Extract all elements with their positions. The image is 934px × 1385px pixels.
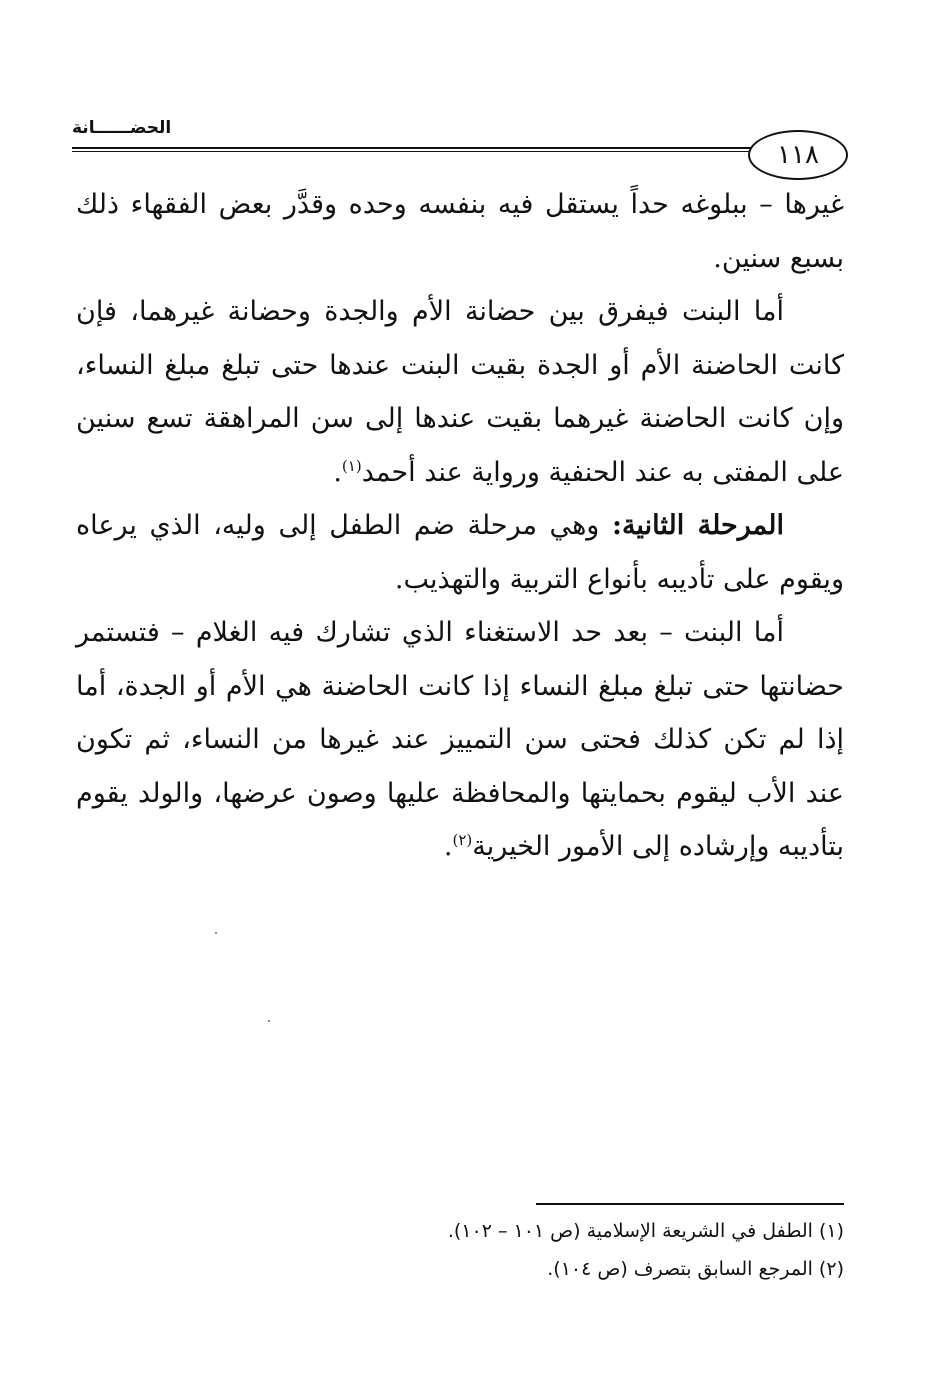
footnotes <box>76 1212 844 1288</box>
scan-speck <box>268 1020 270 1022</box>
paragraph-1-text: غيرها – ببلوغه حداً يستقل فيه بنفسه وحده وقدَّر بعض الفقهاء ذلك بسبع سنين. <box>76 189 844 274</box>
running-title: الحضــــــانة <box>72 118 172 138</box>
header-rule <box>72 147 752 152</box>
paragraph-4-text: أما البنت – بعد حد الاستغناء الذي تشارك فيه الغلام – فتستمر حضانتها حتى تبلغ مبلغ النساء إذا كانت الحاضنة هي الأم أو الجدة، أما إذا لم تكن كذلك فحتى سن التمييز عند غيرها من النساء، ثم تكون عند الأب ليقوم بحمايتها والمحافظة عليها وصون عرضها، والولد يقوم بتأديبه وإرشاده إلى الأمور الخيرية <box>76 617 844 862</box>
paragraph-2-text: أما البنت فيفرق بين حضانة الأم والجدة وحضانة غيرهما، فإن كانت الحاضنة الأم أو الجدة بقيت البنت عندها حتى تبلغ مبلغ النساء، وإن كانت الحاضنة غيرهما بقيت عندها إلى سن المراهقة تسع سنين على المفتى به عند الحنفية ورواية عند أحمد <box>76 296 844 488</box>
footnote-ref-1[interactable]: (١) <box>341 456 362 475</box>
page-number: ١١٨ <box>748 130 848 180</box>
paragraph-1 <box>76 178 844 285</box>
paragraph-3 <box>76 499 844 606</box>
paragraph-4-end: . <box>443 831 453 862</box>
footnote-2: (٢) المرجع السابق بتصرف (ص ١٠٤). <box>547 1258 844 1280</box>
paragraph-3-label: المرحلة الثانية: <box>611 510 784 541</box>
scan-speck <box>215 932 217 934</box>
paragraph-4 <box>76 606 844 874</box>
footnote-ref-2[interactable]: (٢) <box>452 831 473 849</box>
body-text <box>76 178 844 874</box>
paragraph-3-text: وهي مرحلة ضم الطفل إلى وليه، الذي يرعاه ويقوم على تأديبه بأنواع التربية والتهذيب. <box>76 510 844 595</box>
paragraph-2-end: . <box>333 456 342 488</box>
footnote-1: (١) الطفل في الشريعة الإسلامية (ص ١٠١ – ١٠٢). <box>447 1220 844 1242</box>
paragraph-2 <box>76 285 844 499</box>
footnote-rule <box>536 1203 844 1205</box>
